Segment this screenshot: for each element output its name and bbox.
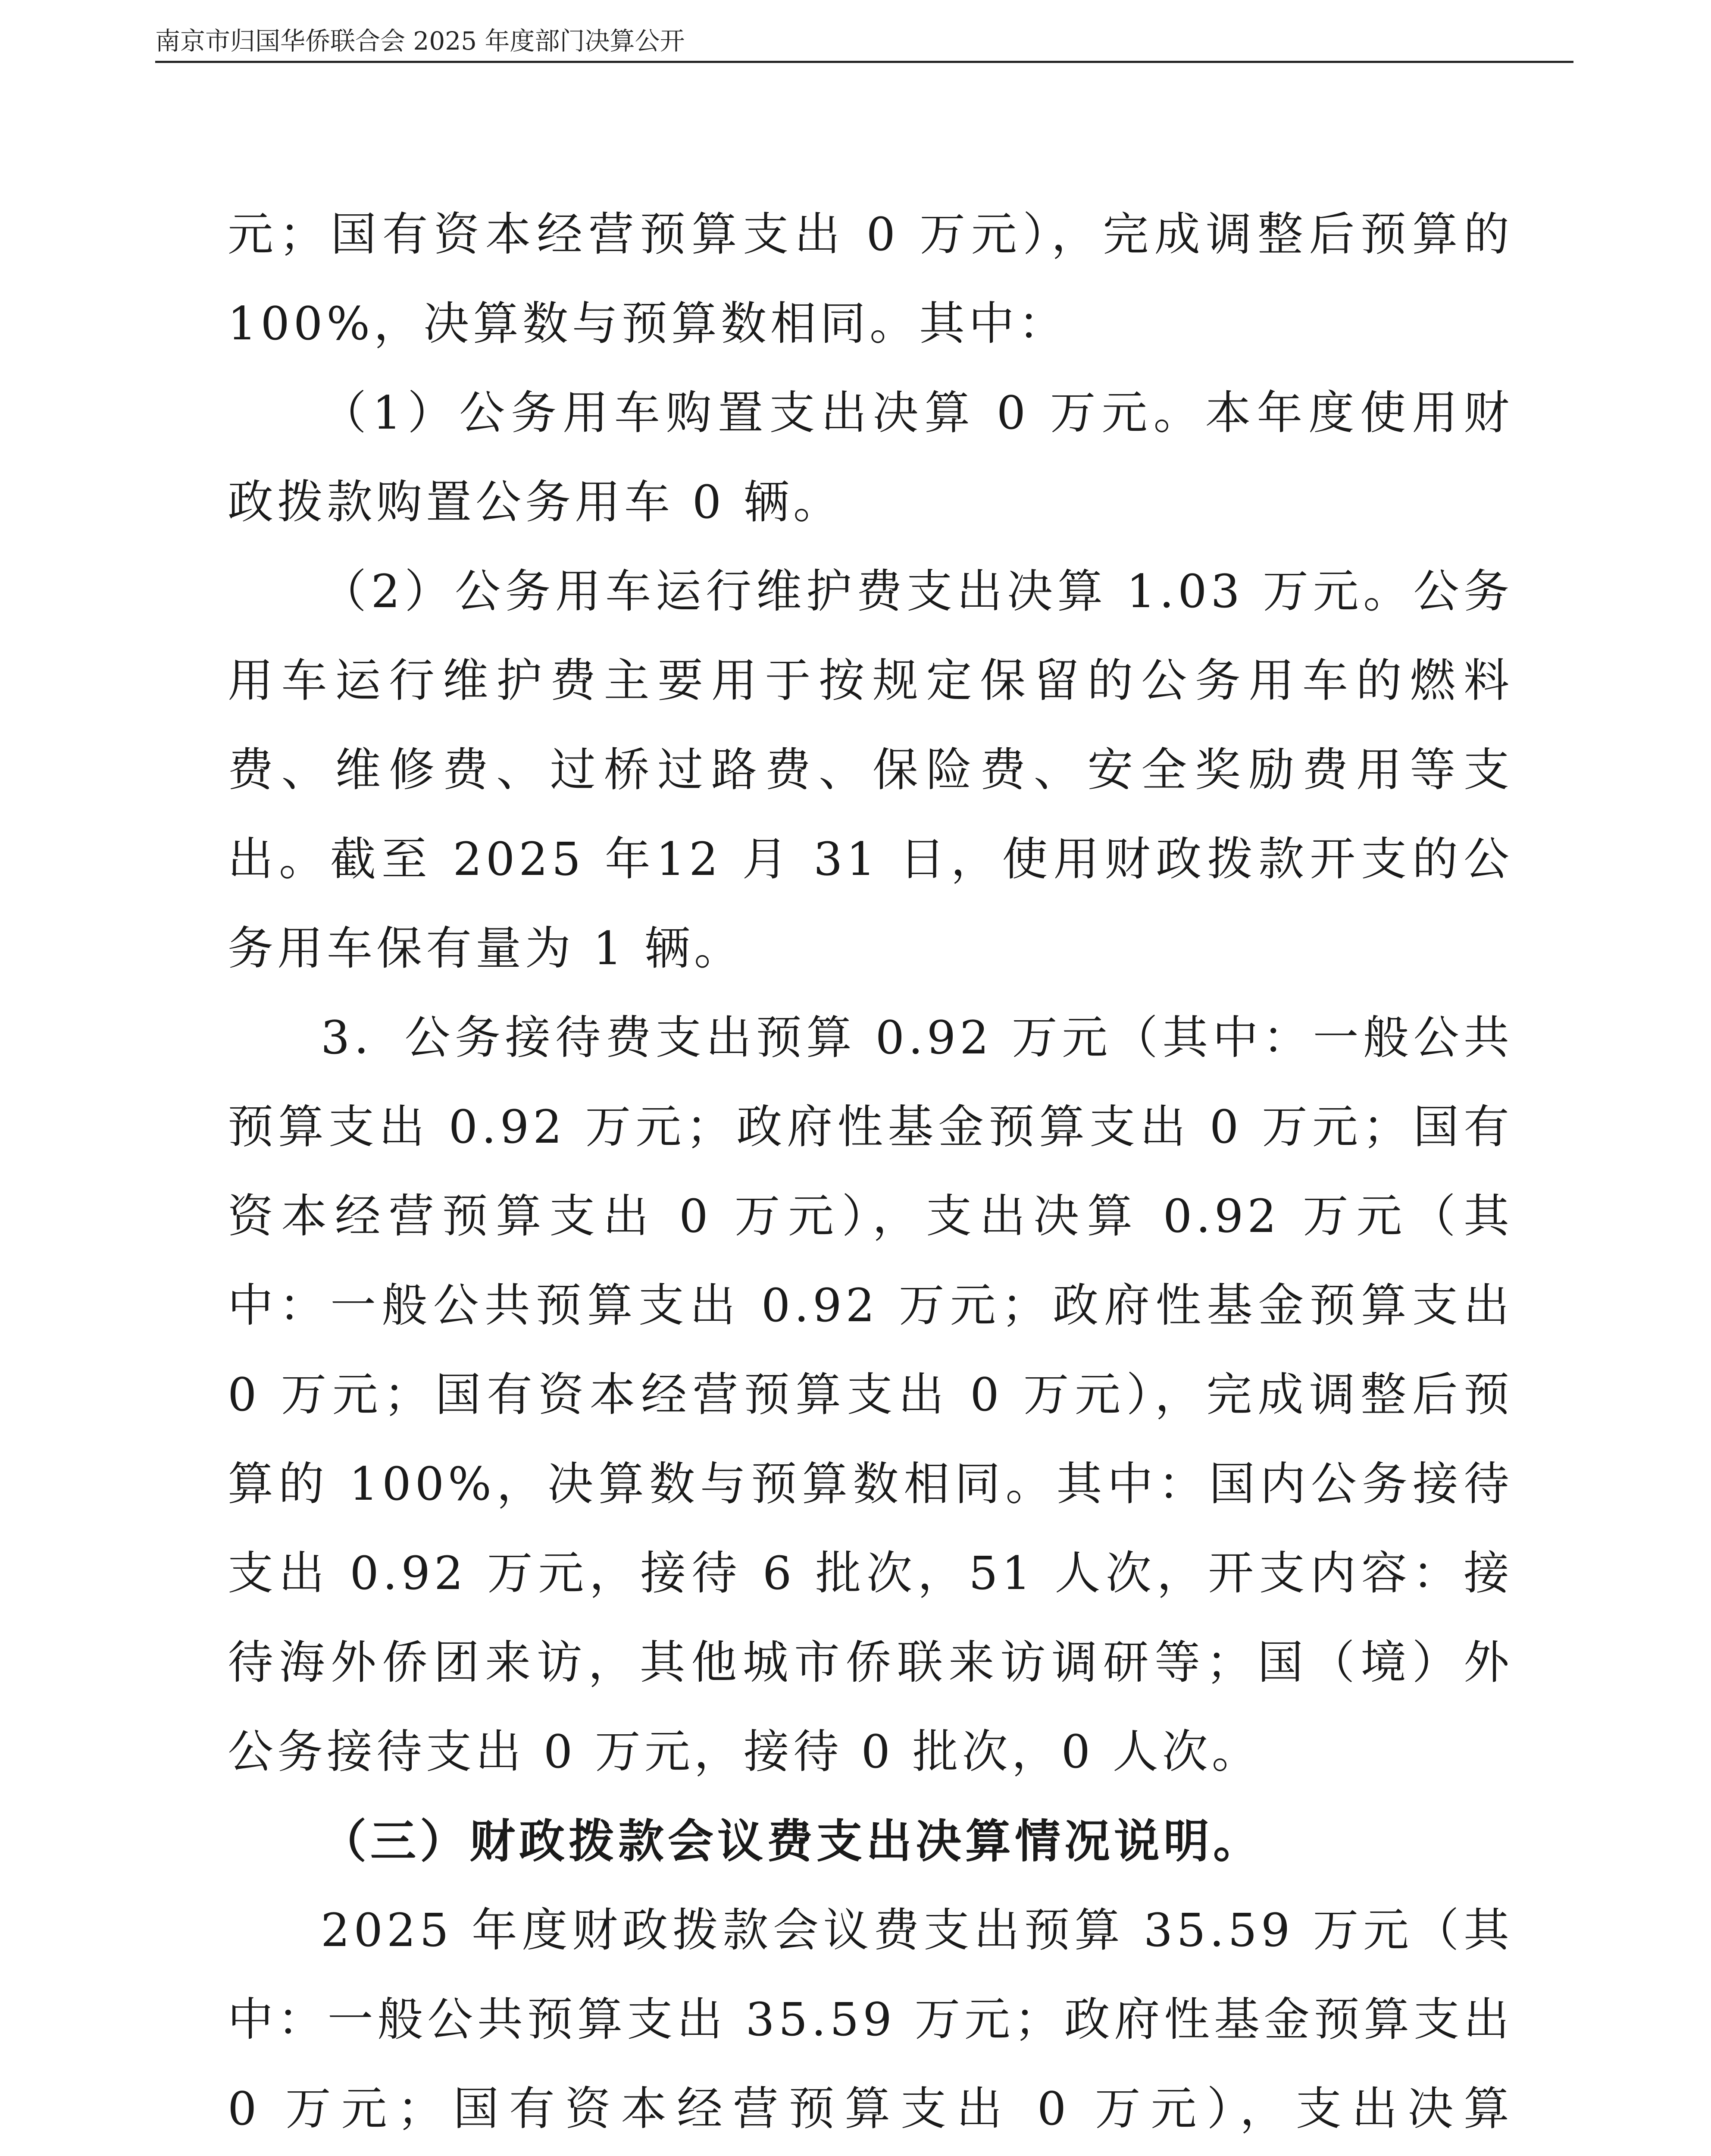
paragraph-continuation: 元；国有资本经营预算支出 0 万元），完成调整后预算的100%，决算数与预算数相同。其中：: [228, 208, 1513, 350]
paragraph-meeting-expense: 2025 年度财政拨款会议费支出预算 35.59 万元（其中：一般公共预算支出 35.59 万元；政府性基金预算支出 0 万元；国有资本经营预算支出 0 万元），支出决算: [228, 1904, 1513, 2135]
paragraph-reception-expense: 3．公务接待费支出预算 0.92 万元（其中：一般公共预算支出 0.92 万元；政府性基金预算支出 0 万元；国有资本经营预算支出 0 万元），支出决算 0.92 万元（其中：一般公共预算支出 0.92 万元；政府性基金预算支出 0 万元；国有资本经营预算支出 0 万元），完成调整后预算的 100%，决算数与预算数相同。其中：国内公务接待支出 0.92 万元，接待 6 批次，51 人次，开支内容：接待海外侨团来访，其他城市侨联来访调研等；国（境）外公务接待支出 0 万元，接待 0 批次，0 人次。: [228, 1011, 1514, 1778]
header-title: 南京市归国华侨联合会 2025 年度部门决算公开: [155, 26, 685, 56]
document-body: [228, 190, 1513, 2156]
paragraph-vehicle-purchase: （1）公务用车购置支出决算 0 万元。本年度使用财政拨款购置公务用车 0 辆。: [228, 386, 1513, 529]
page-header: [155, 22, 1573, 63]
section-heading-meeting-expense: （三）财政拨款会议费支出决算情况说明。: [321, 1814, 1263, 1868]
paragraph-vehicle-maintenance: （2）公务用车运行维护费支出决算 1.03 万元。公务用车运行维护费主要用于按规定保留的公务用车的燃料费、维修费、过桥过路费、保险费、安全奖励费用等支出。截至 2025 年12 月 31 日，使用财政拨款开支的公务用车保有量为 1 辆。: [228, 565, 1513, 975]
